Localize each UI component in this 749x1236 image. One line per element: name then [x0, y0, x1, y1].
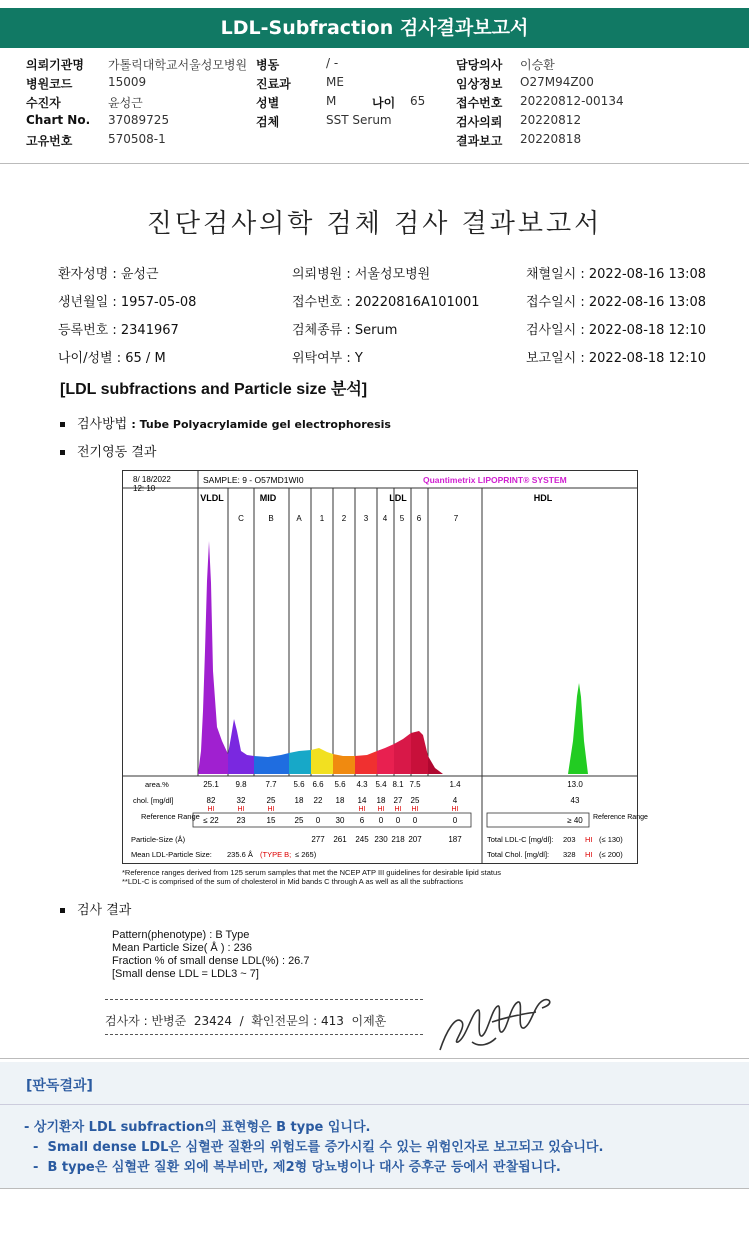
patient-field: 검사일시 : 2022-08-18 12:10 [526, 323, 707, 338]
chol-value: 32 [236, 796, 246, 805]
electro-label: 전기영동 결과 [77, 445, 157, 460]
mean-value: 235.6 Å [227, 850, 253, 859]
chol-value: 18 [376, 796, 386, 805]
hi-flag: HI [358, 806, 366, 813]
area-value: 5.4 [375, 780, 387, 789]
area-value: 7.7 [265, 780, 277, 789]
result-fraction: Fraction % of small dense LDL(%) : 26.7 [112, 955, 310, 967]
chol-value: 14 [357, 796, 367, 805]
footnote-1: *Reference ranges derived from 125 serum samples that met the NCEP ATP III guidelines for desirable lipid status [122, 868, 501, 877]
chol-value: 18 [294, 796, 304, 805]
signoff-rule-bottom [105, 1034, 423, 1035]
chol-value: 43 [570, 796, 580, 805]
row-label-mean: Mean LDL-Particle Size: [131, 850, 212, 859]
hi-flag: HI [267, 806, 275, 813]
footer-inner-divider [0, 1104, 749, 1105]
curve-segment-2 [333, 754, 355, 774]
particle-size-value: 218 [391, 835, 405, 844]
row-label-chol: chol. [mg/dl] [133, 796, 174, 805]
total-chol-ref: (≤ 200) [599, 850, 623, 859]
header-label: Chart No. [26, 113, 91, 127]
age-label: 나이 [372, 96, 396, 110]
chol-value: 25 [410, 796, 420, 805]
chart-title: Quantimetrix LIPOPRINT® SYSTEM [423, 475, 567, 485]
section-title: [LDL subfractions and Particle size 분석] [60, 381, 368, 398]
interpretation-line-1: - 상기환자 LDL subfraction의 표현형은 B type 입니다. [24, 1120, 371, 1135]
total-chol-label: Total Chol. [mg/dl]: [487, 850, 550, 859]
footer-bottom-divider [0, 1188, 749, 1189]
hi-flag: HI [377, 806, 385, 813]
curve-segment-A [289, 750, 311, 774]
chol-value: 4 [452, 796, 458, 805]
patient-field: 접수번호 : 20220816A101001 [292, 295, 480, 310]
patient-field: 접수일시 : 2022-08-16 13:08 [526, 295, 707, 310]
band-label: 1 [319, 514, 325, 523]
method-value: : Tube Polyacrylamide gel electrophoresis [131, 418, 391, 431]
area-value: 4.3 [356, 780, 368, 789]
particle-size-value: 187 [448, 835, 462, 844]
band-label: 5 [399, 514, 405, 523]
reference-value: 0 [315, 816, 321, 825]
area-value: 1.4 [449, 780, 461, 789]
reference-value: 23 [236, 816, 246, 825]
header-value: 윤성근 [108, 96, 143, 110]
band-label: 7 [453, 514, 459, 523]
header-label: 성별 [256, 96, 280, 110]
particle-size-value: 230 [374, 835, 388, 844]
chart-time: 12: 10 [133, 484, 156, 493]
row-label-particle: Particle-Size (Å) [131, 835, 186, 844]
header-value: 이승환 [520, 58, 555, 72]
header-value: 가톨릭대학교서울성모병원 [108, 58, 248, 72]
header-label: 결과보고 [456, 134, 503, 148]
header-value: O27M94Z00 [520, 75, 594, 89]
reference-value: ≥ 40 [567, 816, 583, 825]
header-label: 검체 [256, 115, 280, 129]
header-value: 20220812 [520, 113, 582, 127]
curve-segment-5 [394, 733, 411, 774]
chol-value: 82 [206, 796, 216, 805]
header-label: 접수번호 [456, 96, 503, 110]
patient-field: 채혈일시 : 2022-08-16 13:08 [526, 267, 707, 282]
band-label: A [296, 514, 302, 523]
hi-flag: HI [207, 806, 215, 813]
result-sdldl-def: [Small dense LDL = LDL3 ~ 7] [112, 968, 259, 980]
interpretation-line-2: - Small dense LDL은 심혈관 질환의 위험도를 증가시킬 수 있는 위험인자로 보고되고 있습니다. [24, 1140, 604, 1155]
patient-field: 위탁여부 : Y [292, 351, 363, 366]
reference-value: 0 [395, 816, 401, 825]
total-ldl-value: 203 [563, 835, 576, 844]
electrophoresis-chart [122, 470, 648, 864]
area-value: 5.6 [293, 780, 305, 789]
hi-flag: HI [237, 806, 245, 813]
band-label: 6 [416, 514, 422, 523]
area-value: 8.1 [392, 780, 404, 789]
patient-field: 검체종류 : Serum [292, 323, 398, 338]
reference-value: 25 [294, 816, 304, 825]
reference-value: 0 [412, 816, 418, 825]
header-value: 570508-1 [108, 132, 166, 146]
particle-size-value: 277 [311, 835, 325, 844]
band-label: B [268, 514, 274, 523]
header-value: 20220818 [520, 132, 582, 146]
result-label: 검사 결과 [77, 903, 132, 918]
row-label-ref: Reference Range [141, 812, 200, 821]
header-value: 20220812-00134 [520, 94, 624, 108]
chol-value: 27 [393, 796, 403, 805]
hi-flag: HI [451, 806, 459, 813]
total-ldl-flag: HI [585, 835, 593, 844]
area-value: 7.5 [409, 780, 421, 789]
area-value: 13.0 [567, 780, 583, 789]
hi-flag: HI [394, 806, 402, 813]
particle-size-value: 261 [333, 835, 347, 844]
footnote-2: **LDL-C is comprised of the sum of cholesterol in Mid bands C through A as well as all the subfractions [122, 877, 464, 886]
chol-value: 25 [266, 796, 276, 805]
chart-sample: SAMPLE: 9 - O57MD1WI0 [203, 475, 304, 485]
area-value: 9.8 [235, 780, 247, 789]
chol-value: 18 [335, 796, 345, 805]
mean-type: (TYPE B; [260, 850, 292, 859]
hdl-ref-label: Reference Range [593, 814, 648, 821]
area-value: 5.6 [334, 780, 346, 789]
group-label: LDL [389, 493, 407, 503]
header-label: 진료과 [256, 77, 291, 91]
patient-field: 등록번호 : 2341967 [58, 323, 179, 338]
curve-segment-4 [377, 744, 394, 774]
header-info [26, 56, 726, 151]
header-label: 고유번호 [26, 134, 73, 148]
interpretation-head: [판독결과] [26, 1078, 93, 1094]
mean-ref: ≤ 265) [295, 850, 317, 859]
divider [0, 163, 749, 164]
band-label: 4 [382, 514, 388, 523]
header-label: 병원코드 [26, 77, 73, 91]
signature-image [432, 992, 562, 1058]
group-label: VLDL [200, 493, 224, 503]
header-value: SST Serum [326, 113, 392, 127]
patient-field: 생년월일 : 1957-05-08 [58, 295, 197, 310]
header-value: 15009 [108, 75, 147, 89]
group-label: HDL [533, 493, 553, 503]
curve-segment-C [228, 719, 254, 774]
electro-row [60, 441, 156, 460]
chart-svg [123, 471, 648, 863]
reference-value: 15 [266, 816, 276, 825]
report-title: 진단검사의학 검체 검사 결과보고서 [146, 209, 603, 239]
header-label: 의뢰기관명 [26, 58, 84, 72]
curve-segment-B [254, 753, 289, 774]
curve-segment-3 [355, 751, 377, 774]
header-label: 검사의뢰 [456, 115, 503, 129]
result-pattern: Pattern(phenotype) : B Type [112, 929, 250, 941]
reference-value: 6 [359, 816, 365, 825]
header-label: 병동 [256, 58, 280, 72]
header-value: M [326, 94, 337, 108]
particle-size-value: 245 [355, 835, 369, 844]
age-value: 65 [410, 94, 426, 108]
reference-value: ≤ 22 [203, 816, 219, 825]
patient-field: 환자성명 : 윤성근 [58, 267, 159, 282]
group-label: MID [259, 493, 277, 503]
method-label: 검사방법 [77, 417, 128, 432]
row-label-area: area.% [145, 780, 169, 789]
result-mean-size: Mean Particle Size( Å ) : 236 [112, 942, 253, 954]
header-label: 담당의사 [456, 58, 503, 72]
area-value: 25.1 [203, 780, 219, 789]
patient-field: 나이/성별 : 65 / M [58, 351, 166, 366]
reference-value: 0 [378, 816, 384, 825]
total-ldl-ref: (≤ 130) [599, 835, 623, 844]
result-row [60, 899, 131, 918]
patient-field: 보고일시 : 2022-08-18 12:10 [526, 351, 707, 366]
page-title: LDL-Subfraction 검사결과보고서 [0, 8, 749, 48]
header-value: / - [326, 56, 339, 70]
curve-segment-7 [428, 756, 443, 774]
interpretation-line-3: - B type은 심혈관 질환 외에 복부비만, 제2형 당뇨병이나 대사 증후군 등에서 관찰됩니다. [24, 1160, 561, 1175]
band-label: 3 [363, 514, 369, 523]
curve-segment-VLDL [198, 541, 228, 774]
reference-value: 0 [452, 816, 458, 825]
footer-divider [0, 1058, 749, 1059]
method-row [60, 413, 391, 432]
curve-segment-HDL [568, 683, 588, 774]
header-value: ME [326, 75, 344, 89]
signoff-rule-top [105, 999, 423, 1000]
band-label: 2 [341, 514, 347, 523]
curve-segment-6 [411, 731, 428, 774]
header-label: 수진자 [26, 96, 61, 110]
hi-flag: HI [411, 806, 419, 813]
signoff-text: 검사자 : 반병준 23424 / 확인전문의 : 413 이제훈 [105, 1014, 387, 1028]
total-ldl-label: Total LDL-C [mg/dl]: [487, 835, 554, 844]
particle-size-value: 207 [408, 835, 422, 844]
reference-value: 30 [335, 816, 345, 825]
chart-date: 8/ 18/2022 [133, 475, 171, 484]
total-chol-value: 328 [563, 850, 576, 859]
total-chol-flag: HI [585, 850, 593, 859]
header-label: 임상정보 [456, 77, 503, 91]
band-label: C [238, 514, 244, 523]
chol-value: 22 [313, 796, 323, 805]
reference-box [193, 813, 471, 827]
header-value: 37089725 [108, 113, 170, 127]
patient-field: 의뢰병원 : 서울성모병원 [292, 267, 431, 282]
curve-segment-1 [311, 748, 333, 774]
area-value: 6.6 [312, 780, 324, 789]
